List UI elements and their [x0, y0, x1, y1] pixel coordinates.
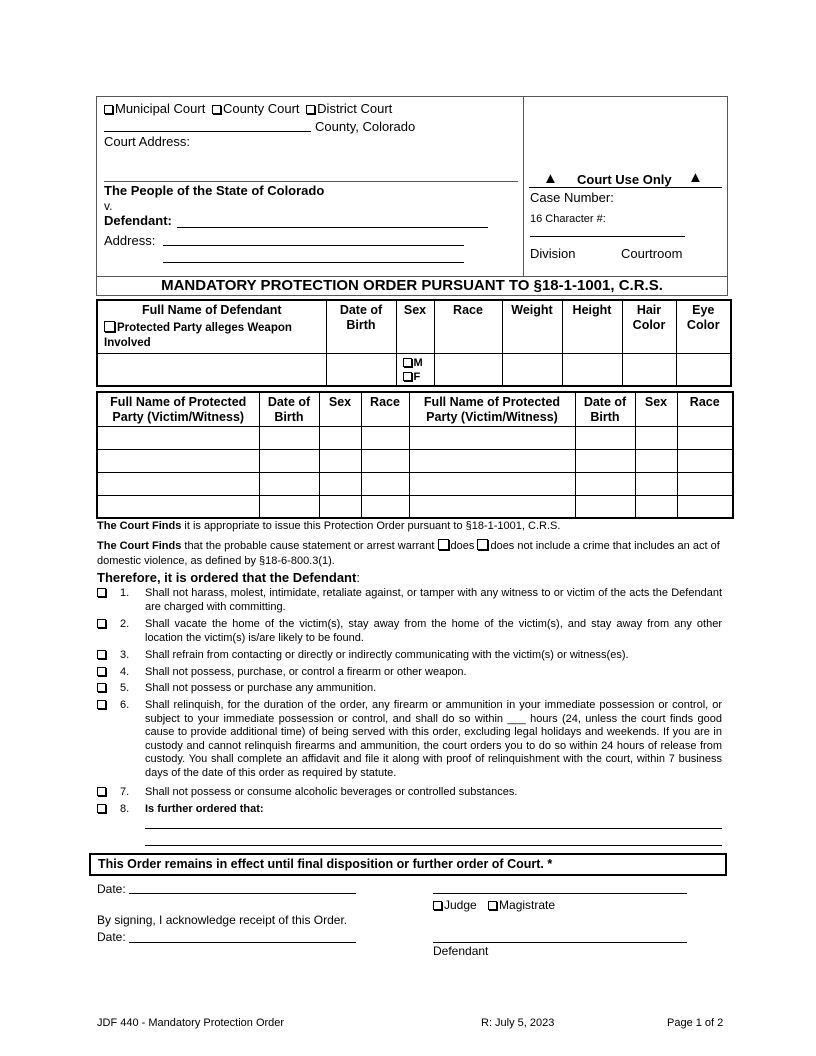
protected-cell[interactable] — [409, 495, 575, 518]
date-field-2[interactable] — [129, 942, 356, 943]
order-6-checkbox[interactable] — [97, 700, 106, 709]
court-use-only-label: Court Use Only — [577, 172, 672, 187]
district-court-checkbox[interactable] — [306, 105, 315, 114]
municipal-court-checkbox[interactable] — [104, 105, 113, 114]
sex-f-checkbox[interactable] — [403, 372, 412, 381]
footer-form-id: JDF 440 - Mandatory Protection Order — [97, 1017, 285, 1029]
protected-dob-header: Date of Birth — [267, 395, 311, 424]
protected-cell[interactable] — [361, 426, 409, 449]
does-label: does — [450, 540, 478, 552]
finding-2-bold: The Court Finds — [97, 540, 182, 552]
order-text: Shall relinquish, for the duration of the order, any firearm or ammunition in your immediate possession or control, or subject to your immediate possession or control, and shall do so within ___ hours (24, unless the court finds good cause to provide additional time) of being served with this order, excluding legal holidays and weekends. If you are in custody and cannot relinquish firearms and ammunition, the court orders you to do so within 24 hours of release from custody. You shall complete an affidavit and file it along with proof of relinquishment with the court, within 7 business days of the date of this order as required by statute. — [145, 699, 722, 779]
people-of-colorado: The People of the State of Colorado — [104, 183, 325, 198]
defendant-table — [96, 299, 732, 387]
defendant-name-cell[interactable] — [97, 353, 326, 386]
courtroom-label: Courtroom — [621, 246, 683, 261]
full-name-defendant-header: Full Name of Defendant — [141, 303, 282, 317]
protected-dob-header-2: Date of Birth — [583, 395, 627, 424]
order-8-checkbox[interactable] — [97, 804, 106, 813]
order-1-checkbox[interactable] — [97, 588, 106, 597]
protected-cell[interactable] — [319, 472, 361, 495]
protected-cell[interactable] — [409, 426, 575, 449]
further-order-line-1[interactable] — [145, 828, 722, 829]
address-line-1[interactable] — [163, 245, 464, 246]
county-name-field[interactable] — [104, 131, 311, 132]
protected-cell[interactable] — [97, 426, 259, 449]
table-row — [97, 495, 733, 518]
magistrate-label: Magistrate — [499, 898, 556, 912]
char16-label: 16 Character #: — [530, 213, 606, 225]
order-item-3 — [97, 649, 722, 663]
protected-cell[interactable] — [575, 426, 635, 449]
order-text: Shall not harass, molest, intimidate, retaliate against, or tamper with any witness to or victim of the acts the Defendant are charged with committing. — [145, 587, 722, 613]
protected-header-row — [97, 392, 733, 426]
magistrate-checkbox[interactable] — [488, 901, 497, 910]
table-row — [97, 472, 733, 495]
order-text: Shall vacate the home of the victim(s), stay away from the home of the victim(s), and stay away from any other location the victim(s) is/are likely to be found. — [145, 618, 722, 644]
protected-cell[interactable] — [259, 495, 319, 518]
order-number: 7. — [120, 786, 130, 798]
order-5-checkbox[interactable] — [97, 683, 106, 692]
order-text: Shall not possess or purchase any ammunition. — [145, 682, 377, 694]
order-number: 1. — [120, 587, 130, 599]
protected-cell[interactable] — [361, 472, 409, 495]
protected-cell[interactable] — [319, 449, 361, 472]
does-checkbox[interactable] — [438, 539, 449, 550]
acknowledge-text: By signing, I acknowledge receipt of this Order. — [97, 913, 348, 927]
protected-cell[interactable] — [361, 495, 409, 518]
judge-signature-line[interactable] — [433, 893, 687, 894]
defendant-name-field[interactable] — [177, 227, 488, 228]
eye-color-header: Eye Color — [686, 303, 720, 332]
defendant-label: Defendant: — [104, 213, 172, 228]
order-text: Shall not possess, purchase, or control a firearm or other weapon. — [145, 666, 467, 678]
address-line-2[interactable] — [163, 262, 464, 263]
finding-1-bold: The Court Finds — [97, 520, 182, 532]
order-number: 8. — [120, 803, 130, 815]
sex-m-label: M — [413, 356, 423, 369]
protected-race-header-2: Race — [689, 395, 720, 409]
order-item-1 — [97, 587, 722, 614]
protected-cell[interactable] — [259, 449, 319, 472]
protected-cell[interactable] — [575, 495, 635, 518]
weight-header: Weight — [511, 303, 553, 317]
district-court-label: District Court — [317, 101, 393, 116]
dob-header: Date of Birth — [339, 303, 383, 332]
defendant-signature-line[interactable] — [433, 942, 687, 943]
court-address-divider — [104, 181, 518, 182]
sex-header: Sex — [403, 303, 427, 317]
protected-sex-header: Sex — [328, 395, 352, 409]
order-7-checkbox[interactable] — [97, 787, 106, 796]
address-label: Address: — [104, 233, 156, 248]
defendant-signature-label: Defendant — [433, 944, 489, 958]
protected-cell[interactable] — [575, 449, 635, 472]
footer-revision: R: July 5, 2023 — [481, 1017, 555, 1029]
protected-cell[interactable] — [409, 449, 575, 472]
municipal-court-label: Municipal Court — [115, 101, 206, 116]
order-text: Shall not possess or consume alcoholic beverages or controlled substances. — [145, 786, 518, 798]
protected-cell[interactable] — [635, 449, 677, 472]
protected-sex-header-2: Sex — [644, 395, 668, 409]
date-label-2: Date: — [97, 930, 126, 944]
finding-1 — [97, 520, 722, 532]
hair-color-header: Hair Color — [632, 303, 666, 332]
court-use-divider — [529, 187, 722, 188]
protected-cell[interactable] — [259, 472, 319, 495]
protected-party-table — [96, 391, 734, 519]
protected-cell[interactable] — [635, 495, 677, 518]
order-4-checkbox[interactable] — [97, 667, 106, 676]
height-header: Height — [572, 303, 612, 317]
ordered-heading — [97, 570, 360, 585]
protected-race-header: Race — [370, 395, 400, 409]
order-item-7 — [97, 786, 722, 800]
protected-cell[interactable] — [677, 449, 733, 472]
finding-2 — [97, 539, 725, 568]
county-court-label: County Court — [222, 101, 300, 116]
defendant-header-row — [97, 300, 731, 353]
further-order-line-2[interactable] — [145, 845, 722, 846]
order-item-5 — [97, 682, 722, 696]
protected-cell[interactable] — [635, 472, 677, 495]
ordered-heading-bold: Therefore, it is ordered that the Defendant — [97, 570, 357, 585]
county-court-checkbox[interactable] — [212, 105, 221, 114]
date-label: Date: — [97, 882, 126, 896]
order-text: Shall refrain from contacting or directly or indirectly communicating with the victim(s) or witness(es). — [145, 649, 629, 661]
protected-cell[interactable] — [319, 426, 361, 449]
order-2-checkbox[interactable] — [97, 619, 106, 628]
footer-page-number: Page 1 of 2 — [667, 1017, 724, 1029]
judge-magistrate-row — [433, 898, 555, 912]
division-label: Division — [530, 246, 576, 261]
effect-text: This Order remains in effect until final disposition or further order of Court. * — [98, 857, 553, 871]
protected-cell[interactable] — [259, 426, 319, 449]
order-number: 2. — [120, 618, 130, 630]
triangle-up-icon: ▲ — [688, 169, 703, 186]
table-row — [97, 426, 733, 449]
protected-cell[interactable] — [677, 472, 733, 495]
order-item-2 — [97, 618, 722, 645]
order-item-4 — [97, 666, 722, 680]
defendant-height-cell[interactable] — [562, 353, 622, 386]
defendant-sex-cell — [396, 353, 434, 386]
case-number-label: Case Number: — [530, 190, 614, 205]
protected-cell[interactable] — [97, 495, 259, 518]
case-number-field[interactable] — [530, 236, 685, 237]
weapon-involved-checkbox[interactable] — [104, 321, 115, 332]
protected-cell[interactable] — [319, 495, 361, 518]
finding-2-text: that the probable cause statement or arrest warrant — [181, 540, 438, 552]
triangle-up-icon: ▲ — [543, 170, 558, 187]
race-header: Race — [453, 303, 483, 317]
does-not-checkbox[interactable] — [477, 539, 488, 550]
finding-1-text: it is appropriate to issue this Protection Order pursuant to §18-1-1001, C.R.S. — [181, 520, 561, 532]
versus-label: v. — [104, 199, 113, 213]
page-title: MANDATORY PROTECTION ORDER PURSUANT TO §18-1-1001, C.R.S. — [161, 277, 663, 294]
sex-f-label: F — [413, 370, 421, 383]
protected-cell[interactable] — [409, 472, 575, 495]
protected-name-header: Full Name of Protected Party (Victim/Witness) — [110, 395, 247, 424]
order-item-8 — [97, 803, 722, 817]
order-text: Is further ordered that: — [145, 803, 264, 815]
defendant-dob-cell[interactable] — [326, 353, 396, 386]
does-not-label: does not include a crime that includes an act of domestic violence, as defined by §18-6-800.3(1). — [97, 540, 720, 567]
table-row — [97, 449, 733, 472]
date-field[interactable] — [129, 893, 356, 894]
protected-cell[interactable] — [97, 472, 259, 495]
ordered-heading-colon: : — [356, 570, 360, 585]
effect-box — [89, 853, 727, 876]
protected-cell[interactable] — [575, 472, 635, 495]
defendant-data-row — [97, 353, 731, 386]
defendant-weight-cell[interactable] — [502, 353, 562, 386]
protected-cell[interactable] — [677, 495, 733, 518]
defendant-eye-cell[interactable] — [676, 353, 731, 386]
protected-cell[interactable] — [361, 449, 409, 472]
protected-cell[interactable] — [677, 426, 733, 449]
sex-m-checkbox[interactable] — [403, 358, 412, 367]
order-item-6 — [97, 699, 722, 781]
defendant-hair-cell[interactable] — [622, 353, 676, 386]
weapon-involved-label: Protected Party alleges Weapon Involved — [104, 322, 292, 349]
protected-cell[interactable] — [97, 449, 259, 472]
order-number: 3. — [120, 649, 130, 661]
defendant-race-cell[interactable] — [434, 353, 502, 386]
protected-name-header-2: Full Name of Protected Party (Victim/Witness) — [423, 395, 561, 424]
order-3-checkbox[interactable] — [97, 650, 106, 659]
judge-checkbox[interactable] — [433, 901, 442, 910]
judge-label: Judge — [444, 898, 477, 912]
order-number: 5. — [120, 682, 130, 694]
court-type-row — [104, 101, 392, 116]
court-address-label: Court Address: — [104, 134, 190, 149]
protected-cell[interactable] — [635, 426, 677, 449]
county-suffix: County, Colorado — [315, 119, 416, 134]
order-number: 6. — [120, 699, 130, 711]
order-number: 4. — [120, 666, 130, 678]
